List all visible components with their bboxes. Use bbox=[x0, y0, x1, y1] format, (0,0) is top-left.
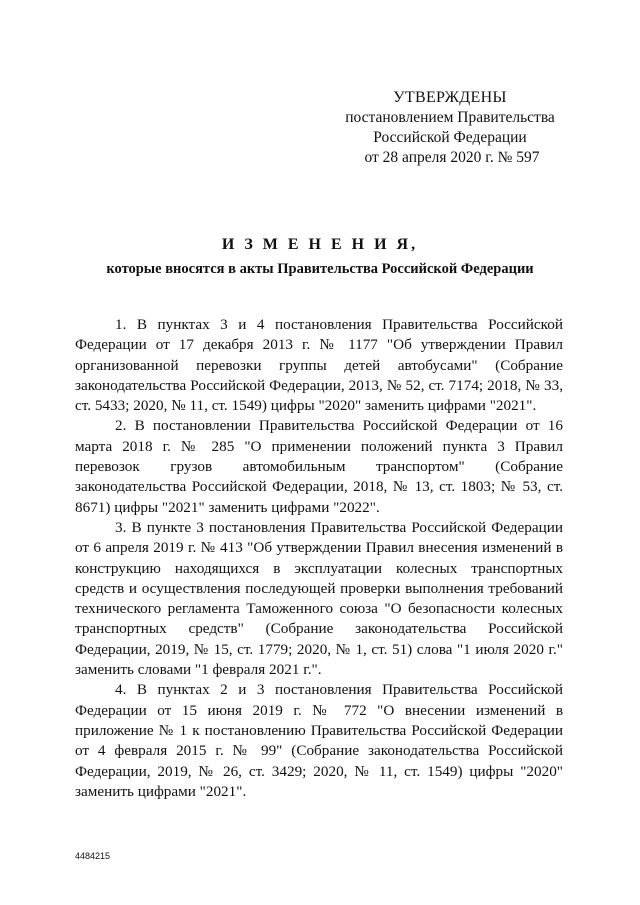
paragraph-2: 2. В постановлении Правительства Российской Федерации от 16 марта 2018 г. № 285 "О применении положений пункта 3 Правил перевозок грузов автомобильным транспортом" (Собрание законодательства Российской Федерации, 2018, № 13, ст. 1803; № 53, ст. 8671) цифры "2021" заменить цифрами "2022". bbox=[75, 417, 563, 516]
approval-heading: УТВЕРЖДЕНЫ bbox=[393, 89, 507, 106]
document-body bbox=[75, 315, 563, 802]
paragraph-3: 3. В пункте 3 постановления Правительства Российской Федерации от 6 апреля 2019 г. № 413 "Об утверждении Правил внесения изменений в конструкцию находящихся в эксплуатации колесных транспортных средств и осуществления последующей проверки выполнения требований технического регламента Таможенного союза "О безопасности колесных транспортных средств" (Собрание законодательства Российской Федерации, 2019, № 15, ст. 1779; 2020, № 1, ст. 51) слова "1 июля 2020 г." заменить словами "1 февраля 2021 г.". bbox=[75, 518, 563, 679]
approval-block bbox=[330, 88, 570, 168]
document-id: 4484215 bbox=[75, 851, 111, 861]
approval-date: от 28 апреля 2020 г. № 597 bbox=[364, 149, 540, 166]
document-subtitle: которые вносятся в акты Правительства Российской Федерации bbox=[106, 261, 534, 277]
approval-line-2: Российской Федерации bbox=[373, 129, 527, 146]
paragraph-4: 4. В пунктах 2 и 3 постановления Правительства Российской Федерации от 15 июня 2019 г. № 772 "О внесении изменений в приложение № 1 к постановлению Правительства Российской Федерации от 4 февраля 2015 г. № 99" (Собрание законодательства Российской Федерации, 2019, № 26, ст. 3429; 2020, № 11, ст. 1549) цифры "2020" заменить цифрами "2021". bbox=[75, 681, 563, 800]
paragraph-1: 1. В пунктах 3 и 4 постановления Правительства Российской Федерации от 17 декабря 2013 г. № 1177 "Об утверждении Правил организованной перевозки группы детей автобусами" (Собрание законодательства Российской Федерации, 2013, № 52, ст. 7174; 2018, № 33, ст. 5433; 2020, № 11, ст. 1549) цифры "2020" заменить цифрами "2021". bbox=[75, 316, 563, 415]
approval-line-1: постановлением Правительства bbox=[345, 109, 555, 126]
document-title: И З М Е Н Е Н И Я, bbox=[221, 236, 419, 253]
